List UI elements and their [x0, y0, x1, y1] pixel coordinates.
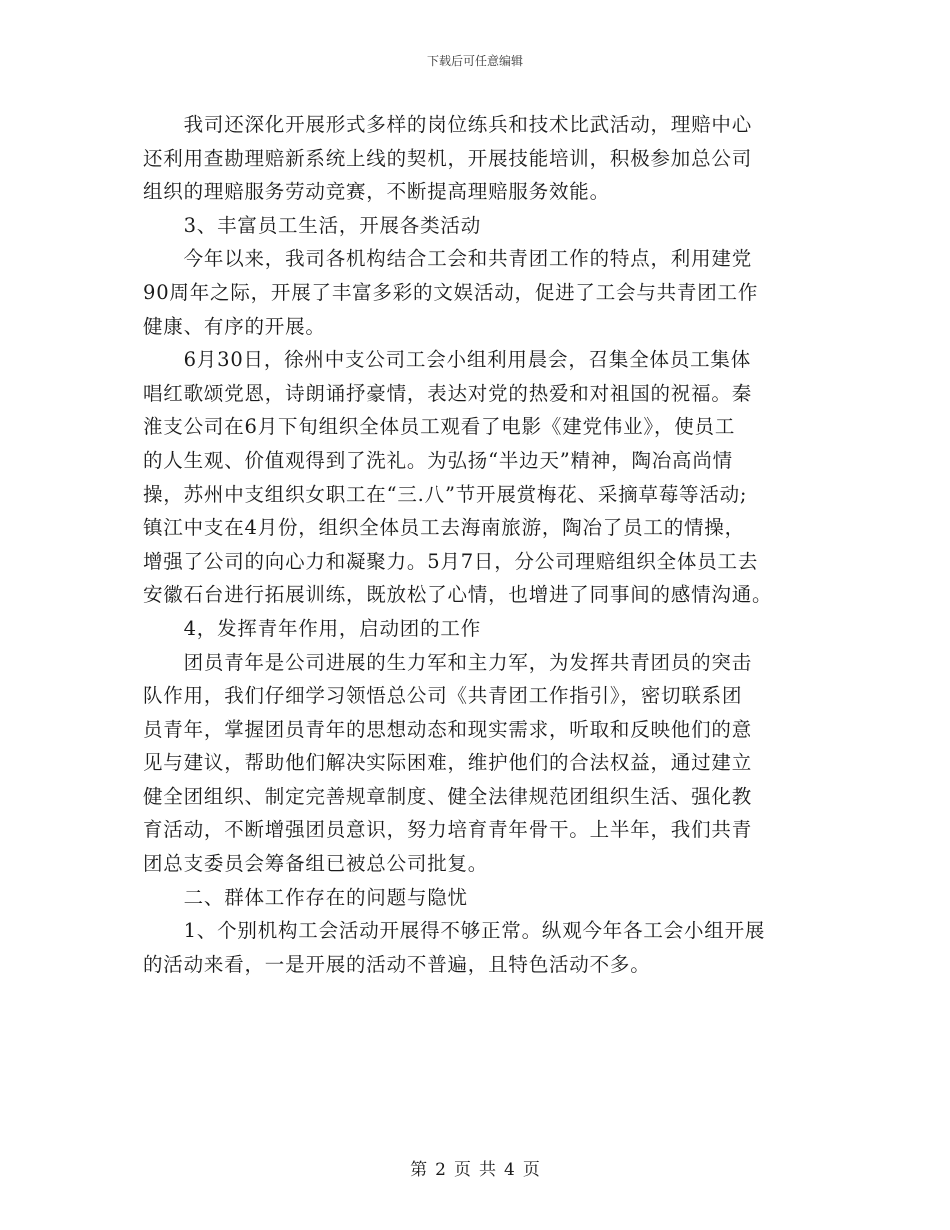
text-line: 组织的理赔服务劳动竞赛，不断提高理赔服务效能。: [143, 180, 610, 204]
text-line: 安徽石台进行拓展训练，既放松了心情，也增进了同事间的感情沟通。: [143, 583, 773, 607]
section-heading: 3、丰富员工生活，开展各类活动: [143, 213, 482, 237]
document-body: [143, 108, 813, 981]
text-line: 我司还深化开展形式多样的岗位练兵和技术比武活动，理赔中心: [143, 113, 753, 136]
footer-label-end: 页: [522, 1160, 540, 1180]
footer-current-page: 2: [435, 1160, 446, 1180]
text-line: 团总支委员会筹备组已被总公司批复。: [143, 852, 489, 876]
text-line: 队作用，我们仔细学习领悟总公司《共青团工作指引》，密切联系团: [143, 684, 743, 708]
section-heading: 二、群体工作存在的问题与隐忧: [143, 885, 468, 909]
text-line: 镇江中支在4月份，组织全体员工去海南旅游，陶冶了员工的情操，: [143, 516, 745, 540]
section-heading: 4，发挥青年作用，启动团的工作: [143, 616, 482, 640]
text-line: 见与建议，帮助他们解决实际困难，维护他们的合法权益，通过建立: [143, 751, 753, 775]
text-line: 操，苏州中支组织女职工在“三.八”节开展赏梅花、采摘草莓等活动;: [143, 482, 748, 506]
text-line: 团员青年是公司进展的生力军和主力军，为发挥共青团员的突击: [143, 650, 753, 674]
page-header: 下载后可任意编辑: [426, 54, 523, 68]
text-line: 还利用查勘理赔新系统上线的契机，开展技能培训，积极参加总公司: [143, 146, 753, 170]
text-line: 的人生观、价值观得到了洗礼。为弘扬“半边天”精神，陶冶高尚情: [143, 448, 733, 472]
footer-total-pages: 4: [504, 1160, 515, 1180]
text-line: 唱红歌颂党恩，诗朗诵抒豪情，表达对党的热爱和对祖国的祝福。秦: [143, 381, 753, 405]
text-line: 的活动来看，一是开展的活动不普遍，且特色活动不多。: [143, 952, 651, 976]
footer-label-of: 页: [454, 1160, 471, 1180]
text-line: 员青年，掌握团员青年的思想动态和现实需求，听取和反映他们的意: [143, 717, 753, 741]
text-line: 增强了公司的向心力和凝聚力。5月7日，分公司理赔组织全体员工去: [143, 549, 759, 573]
text-line: 6月30日，徐州中支公司工会小组利用晨会，召集全体员工集体: [143, 348, 752, 372]
page-footer: [0, 1155, 950, 1180]
text-line: 今年以来，我司各机构结合工会和共青团工作的特点，利用建党: [143, 247, 753, 271]
text-line: 育活动，不断增强团员意识，努力培育青年骨干。上半年，我们共青: [143, 818, 753, 842]
text-line: 健康、有序的开展。: [143, 314, 326, 338]
text-line: 90周年之际，开展了丰富多彩的文娱活动，促进了工会与共青团工作: [143, 280, 759, 304]
text-line: 健全团组织、制定完善规章制度、健全法律规范团组织生活、强化教: [143, 784, 753, 808]
footer-label-page: 第: [410, 1160, 428, 1180]
footer-label-total: 共: [479, 1160, 496, 1180]
text-line: 淮支公司在6月下旬组织全体员工观看了电影《建党伟业》，使员工: [143, 415, 736, 439]
text-line: 1、个别机构工会活动开展得不够正常。纵观今年各工会小组开展: [143, 919, 766, 943]
